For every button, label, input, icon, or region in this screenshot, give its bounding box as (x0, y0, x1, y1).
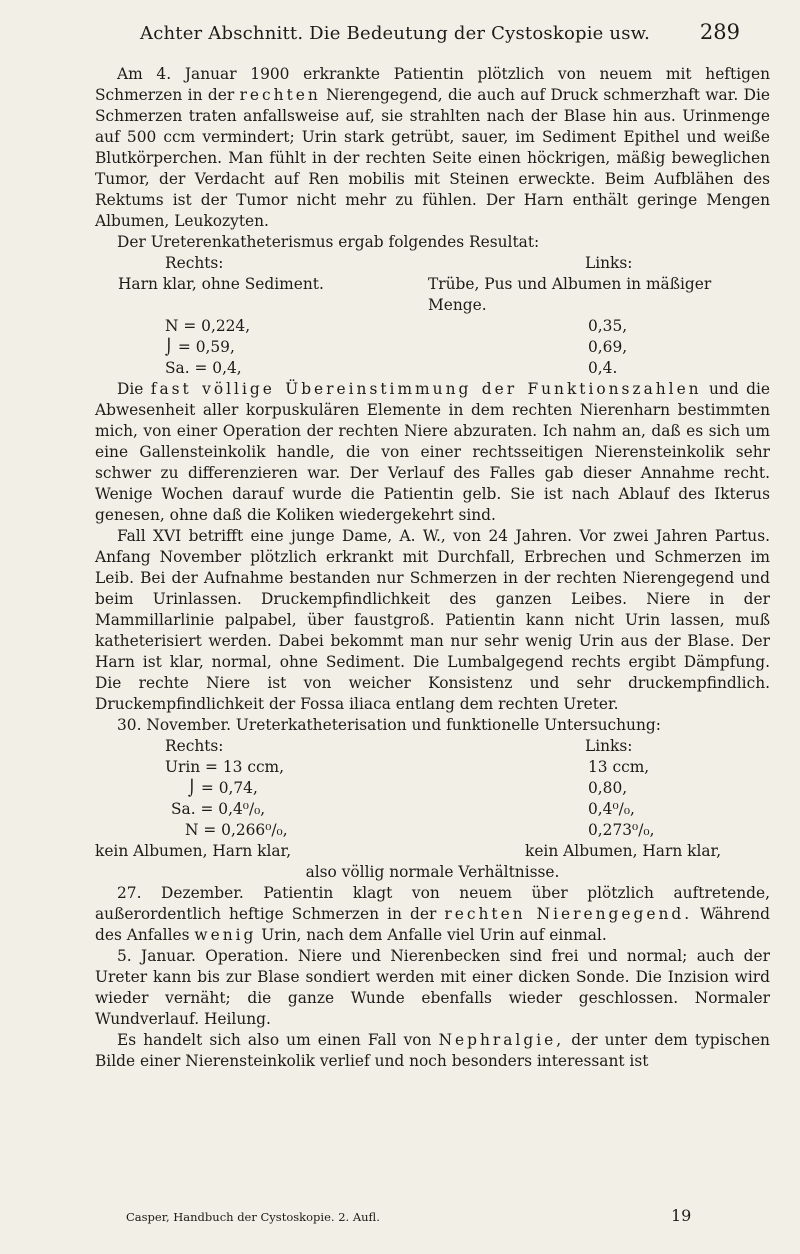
links-heading: Links: (585, 254, 633, 272)
links-heading: Links: (585, 737, 633, 755)
paragraph: Der Ureterenkatheterismus ergab folgendes Resultat: (117, 233, 540, 251)
result-table-1: Rechts: Links: Harn klar, ohne Sediment. Trübe, Pus und Albumen in mäßiger Menge. N = 0,224, 0,35, ⌡ = 0,59, 0,69, Sa. = 0,4, 0,4. (118, 254, 712, 377)
paragraph: Fall XVI betrifft eine junge Dame, A. W., von 24 Jahren. Vor zwei Jahren Partus. Anfang November plötzlich erkrankt mit Durchfall, Erbrechen und Schmerzen im Leib. Bei der Aufnahme bestanden nur Schmerzen in der rechten Nierengegend und beim Urinlassen. Druckempfindlichkeit des ganzen Leibes. Niere in der Mammillarlinie palpabel, über faustgroß. Patientin kann nicht Urin lassen, muß katheterisiert werden. Dabei bekommt man nur sehr wenig Urin aus der Blase. Der Harn ist klar, normal, ohne Sediment. Die Lumbalgegend rechts ergibt Dämpfung. Die rechte Niere ist von weicher Konsistenz und sehr druckempfindlich. Druckempfindlichkeit der Fossa iliaca entlang dem rechten Ureter. (95, 527, 770, 713)
paragraph: 27. Dezember. Patientin klagt von neuem über plötzlich auftretende, außerordentlich heftige Schmerzen in der rechten Nierengegend. Während des Anfalles wenig Urin, nach dem Anfalle viel Urin auf einmal. (95, 884, 770, 944)
page-number: 289 (699, 20, 740, 44)
running-title: Achter Abschnitt. Die Bedeutung der Cystoskopie usw. (140, 23, 651, 44)
rechts-heading: Rechts: (165, 737, 224, 755)
paragraph: 5. Januar. Operation. Niere und Nierenbecken sind frei und normal; auch der Ureter kann bis zur Blase sondiert werden mit einer dicken Sonde. Die Inzision wird wieder vernäht; die ganze Wunde ebenfalls wieder geschlossen. Normaler Wundverlauf. Heilung. (95, 947, 770, 1028)
paragraph: 30. November. Ureterkatheterisation und funktionelle Untersuchung: (117, 716, 661, 734)
running-header (88, 20, 740, 48)
signature-mark: 19 (671, 1206, 692, 1225)
paragraph: Die fast völlige Übereinstimmung der Funktionszahlen und die Abwesenheit aller korpuskulären Elemente in dem rechten Nierenharn bestimmten mich, von einer Operation der rechten Niere abzuraten. Ich nahm an, daß es sich um eine Gallensteinkolik handle, die von einer rechtsseitigen Nierensteinkolik sehr schwer zu differenzieren war. Der Verlauf des Falles gab dieser Annahme recht. Wenige Wochen darauf wurde die Patientin gelb. Sie ist nach Ablauf des Ikterus genesen, ohne daß die Koliken wiedergekehrt sind. (95, 380, 770, 524)
rechts-heading: Rechts: (165, 254, 224, 272)
paragraph: Am 4. Januar 1900 erkrankte Patientin plötzlich von neuem mit heftigen Schmerzen in der rechten Nierengegend, die auch auf Druck schmerzhaft war. Die Schmerzen traten anfallsweise auf, sie strahlten nach der Blase hin aus. Urinmenge auf 500 ccm vermindert; Urin stark getrübt, sauer, im Sediment Epithel und weiße Blutkörperchen. Man fühlt in der rechten Seite einen höckrigen, mäßig beweglichen Tumor, der Verdacht auf Ren mobilis mit Steinen erweckte. Beim Aufblähen des Rektums ist der Tumor nicht mehr zu fühlen. Der Harn enthält geringe Mengen Albumen, Leukozyten. (95, 65, 770, 230)
result-table-2: Rechts: Links: Urin = 13 ccm, 13 ccm, ⌡ = 0,74, 0,80, Sa. = 0,4⁰/₀, 0,4⁰/₀, N = 0,266⁰/₀, 0,273⁰/₀, kein Albumen, Harn klar, kein Albumen, Harn klar, also völlig normale Verhältnisse. (95, 737, 722, 881)
page-body (95, 64, 770, 1072)
paragraph: Es handelt sich also um einen Fall von Nephralgie, der unter dem typischen Bilde einer Nierensteinkolik verlief und noch besonders interessant ist (95, 1031, 770, 1070)
book-citation: Casper, Handbuch der Cystoskopie. 2. Aufl. (126, 1210, 380, 1224)
